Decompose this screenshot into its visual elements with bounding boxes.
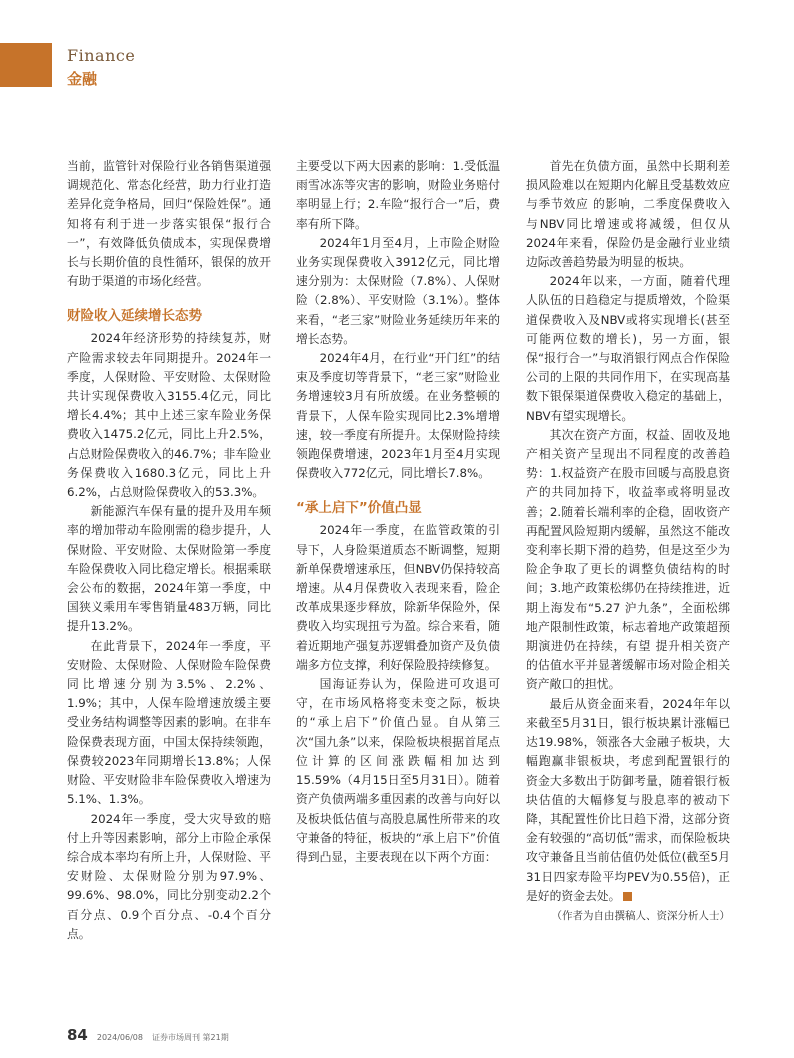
page-footer: [67, 1026, 229, 1044]
section-title-chinese: 金融: [67, 70, 98, 88]
paragraph: 其次在资产方面，权益、固收及地产相关资产呈现出不同程度的改善趋势：1.权益资产在股市回暖与高股息资产的共同加持下，收益率或将明显改善；2.随着长端利率的企稳，固收资产再配置风险短期内缓解，虽然这不能改变利率长期下滑的趋势，但是这至少为险企争取了更长的调整负债结构的时间；3.地产政策松绑仍在持续推进，近期上海发布“5.27 沪九条”，全面松绑地产限制性政策，标志着地产政策超预期演进仍在持续，有望 提升相关资产的估值水平并显著缓解市场对险企相关资产敞口的担忧。: [526, 427, 730, 692]
end-of-article-icon: [623, 892, 632, 901]
author-credit: （作者为自由撰稿人、资深分析人士）: [551, 909, 730, 922]
paragraph: 在此背景下，2024年一季度，平安财险、太保财险、人保财险车险保费同比增速分别为3.5%、2.2%、1.9%；其中，人保车险增速放缓主要受业务结构调整等因素的影响。在非车险保费表现方面，中国太保持续领跑，保费较2023年同期增长13.8%；人保财险、平安财险非车险保费收入增速为5.1%、1.3%。: [67, 638, 271, 807]
article-column-3: [526, 157, 730, 925]
paragraph: 2024年一季度，在监管政策的引导下，人身险渠道质态不断调整，短期新单保费增速承压，但NBV仍保持较高增速。从4月保费收入表现来看，险企改革成果逐步释放，除新华保险外，保费收入均实现扭亏为盈。综合来看，随着近期地产强复苏逻辑叠加资产及负债端多方位支撑，利好保险股持续修复。: [296, 523, 500, 672]
section-color-tab: [0, 43, 52, 87]
paragraph: 2024年以来，一方面，随着代理人队伍的日趋稳定与提质增效，个险渠道保费收入及NBV或将实现增长(甚至可能两位数的增长)，另一方面，银保“报行合一”与取消银行网点合作保险公司的上限的共同作用下，在实现高基数下银保渠道保费收入稳定的基础上，NBV有望实现增长。: [526, 274, 730, 423]
paragraph-final: [526, 695, 730, 906]
paragraph: 2024年一季度，受大灾导致的赔付上升等因素影响，部分上市险企承保综合成本率均有所上升，人保财险、平安财险、太保财险分别为97.9%、99.6%、98.0%，同比分别变动2.2个百分点、0.9个百分点、-0.4个百分点。: [67, 811, 271, 941]
issue-date: 2024/06/08: [96, 1033, 143, 1042]
paragraph: 主要受以下两大因素的影响：1.受低温雨雪冰冻等灾害的影响，财险业务赔付率明显上行；2.车险“报行合一”后，费率有所下降。: [296, 159, 500, 231]
paragraph: 当前，监管针对保险行业各销售渠道强调规范化、常态化经营，助力行业打造差异化竞争格局，回归“保险姓保”。通知将有利于进一步落实银保“报行合一”，有效降低负债成本，实现保费增长与长期价值的良性循环，银保的放开有助于渠道的市场化经营。: [67, 159, 271, 289]
paragraph-text: 最后从资金面来看，2024年年以来截至5月31日，银行板块累计涨幅已达19.98%，领涨各大金融子板块，大幅跑赢非银板块，考虑到配置银行的 资金大多数出于防御考量，随着银行板块估值的大幅修复与股息率的被动下降，其配置性价比日趋下滑，这部分资金有较强的“高切低”需求，而保险板块攻守兼备且当前估值仍处低位(截至5月31日四家寿险平均PEV为0.55倍)，正是好的资金去处。: [526, 696, 730, 903]
paragraph: 2024年4月，在行业“开门红”的结束及季度切等背景下，“老三家”财险业务增速较3月有所放缓。在业务整顿的背景下，人保车险实现同比2.3%增增速，较一季度有所提升。太保财险持续领跑保费增速，2023年1月至4月实现保费收入772亿元，同比增长7.8%。: [296, 351, 500, 481]
publication-name: 证券市场周刊 第21期: [151, 1033, 229, 1042]
article-column-1: [67, 157, 271, 944]
section-heading: 财险收入延续增长态势: [67, 308, 202, 325]
article-column-2: [296, 157, 500, 867]
page-number: 84: [67, 1026, 88, 1044]
paragraph: 2024年经济形势的持续复苏，财产险需求较去年同期提升。2024年一季度，人保财险、平安财险、太保财险共计实现保费收入3155.4亿元，同比增长4.4%；其中上述三家车险业务保费收入1475.2亿元，同比上升2.5%，占总财险保费收入的46.7%；非车险业务保费收入1680.3亿元，同比上升6.2%，占总财险保费收入的53.3%。: [67, 331, 271, 500]
paragraph: 2024年1月至4月，上市险企财险业务实现保费收入3912亿元，同比增速分别为：太保财险（7.8%）、人保财险（2.8%）、平安财险（3.1%）。整体来看，“老三家”财险业务延续历年来的增长态势。: [296, 235, 500, 346]
paragraph: 新能源汽车保有量的提升及用车频率的增加带动车险刚需的稳步提升，人保财险、平安财险、太保财险第一季度车险保费收入同比稳定增长。根据乘联会公布的数据，2024年第一季度，中国狭义乘用车零售销量483万辆，同比提升13.2%。: [67, 504, 271, 634]
paragraph: 首先在负债方面，虽然中长期利差损风险难以在短期内化解且受基数效应与季节效应 的影响，二季度保费收入与NBV同比增速或将减缓，但仅从2024年来看，保险仍是金融行业业绩边际改善趋势最为明显的板块。: [526, 159, 730, 270]
paragraph: 国海证券认为，保险进可攻退可守，在市场风格将变未变之际，板块的“承上启下”价值凸显。自从第三次“国九条”以来，保险板块根据首尾点位计算的区间涨跌幅相加达到15.59%（4月15日至5月31日）。随着资产负债两端多重因素的改善与向好以及板块低估值与高股息属性所带来的攻守兼备的特征，板块的“承上启下”价值得到凸显，主要表现在以下两个方面：: [296, 677, 500, 864]
section-heading: “承上启下”价值凸显: [296, 500, 422, 517]
section-title-english: Finance: [67, 46, 136, 65]
